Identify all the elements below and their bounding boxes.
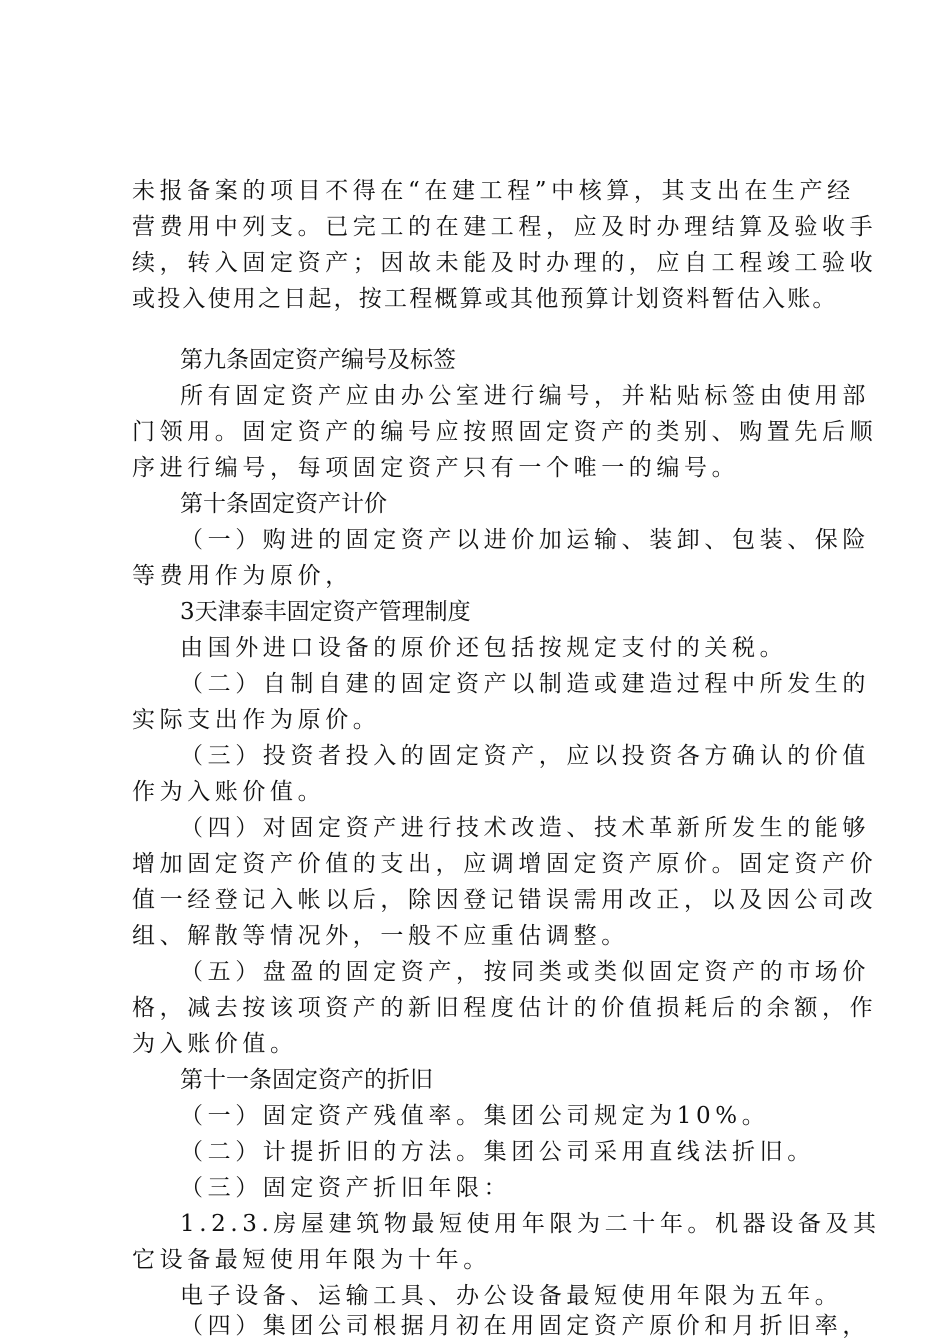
text-line: （四）集团公司根据月初在用固定资产原价和月折旧率， <box>180 1313 870 1339</box>
text-line: （四）对固定资产进行技术改造、技术革新所发生的能够 <box>180 815 870 841</box>
text-line: 为入账价值。 <box>132 1031 298 1057</box>
page-footer-text: 3天津泰丰固定资产管理制度 <box>180 599 471 625</box>
text-line: 序进行编号，每项固定资产只有一个唯一的编号。 <box>132 455 740 481</box>
text-line: 所有固定资产应由办公室进行编号，并粘贴标签由使用部 <box>180 383 870 409</box>
text-line: 格，减去按该项资产的新旧程度估计的价值损耗后的余额，作 <box>132 995 878 1021</box>
text-line: 值一经登记入帐以后，除因登记错误需用改正，以及因公司改 <box>132 887 878 913</box>
text-line: 实际支出作为原价。 <box>132 707 381 733</box>
text-line: 未报备案的项目不得在“在建工程”中核算，其支出在生产经 <box>132 178 855 204</box>
text-line: （三）固定资产折旧年限： <box>180 1175 512 1201</box>
text-line: 1.2.3.房屋建筑物最短使用年限为二十年。机器设备及其 <box>180 1211 881 1237</box>
text-line: 由国外进口设备的原价还包括按规定支付的关税。 <box>180 635 788 661</box>
text-line: 电子设备、运输工具、办公设备最短使用年限为五年。 <box>180 1283 843 1309</box>
text-line: 续，转入固定资产；因故未能及时办理的，应自工程竣工验收 <box>132 250 878 276</box>
section-heading: 第十一条固定资产的折旧 <box>180 1067 433 1093</box>
text-line: （二）计提折旧的方法。集团公司采用直线法折旧。 <box>180 1139 815 1165</box>
text-line: （三）投资者投入的固定资产，应以投资各方确认的价值 <box>180 743 870 769</box>
text-line: 它设备最短使用年限为十年。 <box>132 1247 491 1273</box>
section-heading: 第十条固定资产计价 <box>180 491 387 517</box>
text-line: 或投入使用之日起，按工程概算或其他预算计划资料暂估入账。 <box>132 286 838 312</box>
text-line: 作为入账价值。 <box>132 779 326 805</box>
text-line: （一）购进的固定资产以进价加运输、装卸、包装、保险 <box>180 527 870 553</box>
section-heading: 第九条固定资产编号及标签 <box>180 347 456 373</box>
text-line: 组、解散等情况外，一般不应重估调整。 <box>132 923 629 949</box>
text-line: 门领用。固定资产的编号应按照固定资产的类别、购置先后顺 <box>132 419 878 445</box>
text-line: （五）盘盈的固定资产，按同类或类似固定资产的市场价 <box>180 959 870 985</box>
text-line: （二）自制自建的固定资产以制造或建造过程中所发生的 <box>180 671 870 697</box>
text-line: 营费用中列支。已完工的在建工程，应及时办理结算及验收手 <box>132 214 878 240</box>
text-line: 等费用作为原价， <box>132 563 353 589</box>
text-line: （一）固定资产残值率。集团公司规定为10%。 <box>180 1103 770 1129</box>
text-line: 增加固定资产价值的支出，应调增固定资产原价。固定资产价 <box>132 851 878 877</box>
